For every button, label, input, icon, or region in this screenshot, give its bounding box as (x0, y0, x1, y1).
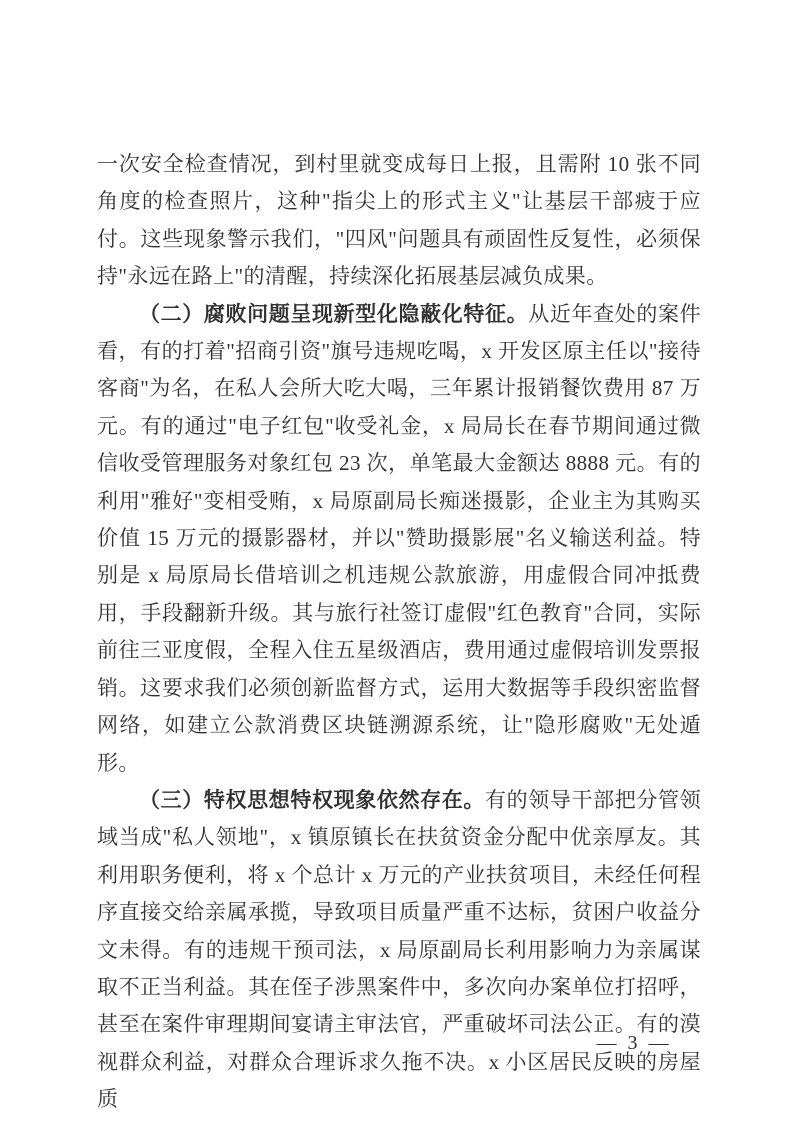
section-two-heading: （二）腐败问题呈现新型化隐蔽化特征。 (139, 301, 529, 326)
paragraph-section-three (97, 782, 701, 1119)
paragraph-section-two-text: 从近年查处的案件看，有的打着"招商引资"旗号违规吃喝，x 开发区原主任以"接待客商"为名，在私人会所大吃大喝，三年累计报销餐饮费用 87 万元。有的通过"电子红包"收受礼金，x 局局长在春节期间通过微信收受管理服务对象红包 23 次，单笔最大金额达 8888 元。有的利用"雅好"变相受贿，x 局原副局长痴迷摄影，企业主为其购买价值 15 万元的摄影器材，并以"赞助摄影展"名义输送利益。特别是 x 局原局长借培训之机违规公款旅游，用虚假合同冲抵费用，手段翻新升级。其与旅行社签订虚假"红色教育"合同，实际前往三亚度假，全程入住五星级酒店，费用通过虚假培训发票报销。这要求我们必须创新监督方式，运用大数据等手段织密监督网络，如建立公款消费区块链溯源系统，让"隐形腐败"无处遁形。 (97, 301, 701, 775)
paragraph-section-three-text: 有的领导干部把分管领域当成"私人领地"，x 镇原镇长在扶贫资金分配中优亲厚友。其利用职务便利，将 x 个总计 x 万元的产业扶贫项目，未经任何程序直接交给亲属承揽，导致项目质量严重不达标，贫困户收益分文未得。有的违规干预司法，x 局原副局长利用影响力为亲属谋取不正当利益。其在侄子涉黑案件中，多次向办案单位打招呼，甚至在案件审理期间宴请主审法官，严重破坏司法公正。有的漠视群众利益，对群众合理诉求久拖不决。x 小区居民反映的房屋质 (97, 787, 702, 1112)
paragraph-continued-text: 一次安全检查情况，到村里就变成每日上报，且需附 10 张不同角度的检查照片，这种"指尖上的形式主义"让基层干部疲于应付。这些现象警示我们，"四风"问题具有顽固性反复性，必须保持"永远在路上"的清醒，持续深化拓展基层减负成果。 (97, 152, 701, 289)
section-three-heading: （三）特权思想特权现象依然存在。 (139, 787, 485, 812)
page-number: — 3 — (596, 1032, 672, 1054)
document-body (97, 146, 701, 1119)
paragraph-continued (97, 146, 701, 296)
paragraph-section-two (97, 296, 701, 782)
